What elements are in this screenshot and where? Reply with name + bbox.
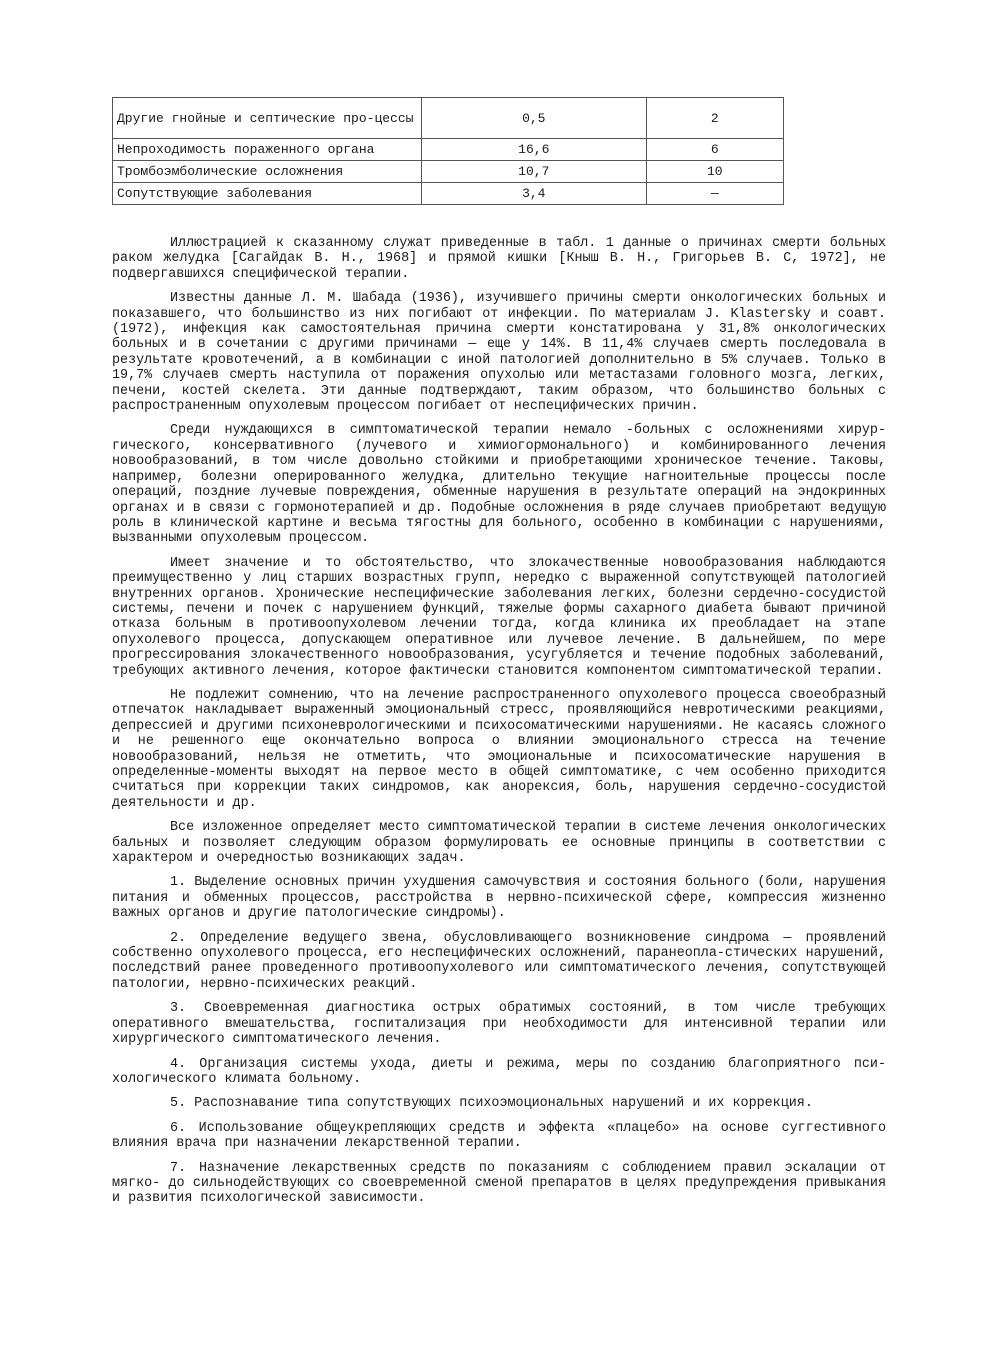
body-text	[112, 236, 886, 1216]
table-row	[113, 139, 784, 161]
paragraph-complications: Среди нуждающихся в симптоматической терапии немало ‑больных с осложнениями хирургического, консервативного (лучевого и химиогормонального) и комбинированного лечения новообразований, в том числе довольно стойкими и приобретающими хроническое течение. Таковы, например, болезни оперированного желудка, длительно текущие нагноительные процессы после операций, поздние лучевые повреждения, обменные нарушения в результате операций на эндокринных органах и в связи с гормонотерапией и др. Подобные осложнения в ряде случаев приобретают ведущую роль в клинической картине и весьма тягостны для больного, особенно в комбинации с нарушениями, вызванными опухолевым процессом.	[112, 423, 886, 547]
table-row	[113, 183, 784, 205]
principle-item-6: 6. Использование общеукрепляющих средств и эффекта «плацебо» на основе суггестивного влияния врача при назначении лекарственной терапии.	[112, 1120, 886, 1152]
principle-item-4: 4. Организация системы ухода, диеты и режима, меры по созданию благоприятного психологического климата больному.	[112, 1056, 886, 1087]
principle-item-2: 2. Определение ведущего звена, обусловливающего возникновение синдрома — проявлений собственно опухолевого процесса, его неспецифических осложнений, паранеопла-стических нарушений, последствий ранее проведенного противоопухолевого или симптоматического лечения, сопутствующей патологии, нервно-психических реакций.	[112, 930, 886, 992]
table-cell-value: 3,4	[422, 183, 647, 205]
causes-of-death-table	[112, 97, 784, 205]
table-cell-value: —	[646, 183, 783, 205]
table-row	[113, 98, 784, 139]
table-cell-value: 0,5	[422, 98, 647, 139]
table-cell-cause: Сопутствующие заболевания	[113, 183, 422, 205]
table-cell-value: 16,6	[422, 139, 647, 161]
table-cell-value: 10,7	[422, 161, 647, 183]
paragraph-shabad-data: Известны данные Л. М. Шабада (1936), изучившего причины смерти онкологических больных и показавшего, что большинство из них погибают от инфекции. По материалам J. Klastersky и соавт. (1972), инфекция как самостоятельная причина смерти констатирована у 31,8% онкологических больных и в сочетании с другими причинами — еще у 14%. В 11,4% случаев смерть последовала в результате кровотечений, а в комбинации с иной патологией дополнительно в 5% случаев. Только в 19,7% случаев смерть наступила от поражения опухолью или метастазами головного мозга, легких, печени, костей скелета. Эти данные подтверждают, таким образом, что большинство больных с распространенным опухолевым процессом погибает от неспецифических причин.	[112, 291, 886, 415]
paragraph-emotional-stress: Не подлежит сомнению, что на лечение распространенного опухолевого процесса своеобразный отпечаток накладывает выраженный эмоциональный стресс, проявляющийся невротическими реакциями, депрессией и другими психоневрологическими и психосоматическими нарушениями. Не касаясь сложного и не решенного еще окончательно вопроса о влиянии эмоционального стресса на течение новообразований, нельзя не отметить, что эмоциональные и психосоматические нарушения в определенные‑моменты выходят на первое место в общей симптоматике, с чем особенно приходится считаться при коррекции таких синдромов, как анорексия, боль, нарушения сердечно-сосудистой деятельности и др.	[112, 687, 886, 811]
principle-item-3: 3. Своевременная диагностика острых обратимых состояний, в том числе требующих оперативного вмешательства, госпитализация при необходимости для интенсивной терапии или хирургического симптоматического лечения.	[112, 1001, 886, 1048]
principle-item-5: 5. Распознавание типа сопутствующих психоэмоциональных нарушений и их коррекция.	[170, 1096, 813, 1112]
table-row	[113, 161, 784, 183]
table-cell-cause: Непроходимость пораженного органа	[113, 139, 422, 161]
table-cell-cause: Другие гнойные и септические про-цессы	[113, 98, 422, 139]
table-cell-value: 2	[646, 98, 783, 139]
principle-item-7: 7. Назначение лекарственных средств по показаниям с соблюдением правил эскалации от мягко- до сильнодействующих со своевременной сменой препаратов в целях предупреждения привыкания и развития психологической зависимости.	[112, 1160, 886, 1207]
paragraph-illustration: Иллюстрацией к сказанному служат приведенные в табл. 1 данные о причинах смерти больных раком желудка [Сагайдак В. Н., 1968] и прямой кишки [Кныш В. Н., Григорьев В. С, 1972], не подвергавшихся специфической терапии.	[112, 236, 886, 282]
paragraph-principles-intro: Все изложенное определяет место симптоматической терапии в системе лечения онкологических бальных и позволяет следующим образом формулировать ее основные принципы в соответствии с характером и очередностью возникающих задач.	[112, 820, 886, 867]
table-cell-cause: Тромбоэмболические осложнения	[113, 161, 422, 183]
table-cell-value: 10	[646, 161, 783, 183]
principle-item-1: 1. Выделение основных причин ухудшения самочувствия и состояния больного (боли, нарушения питания и обменных процессов, расстройства в нервно-психической сфере, компрессия жизненно важных органов и другие патологические синдромы).	[112, 875, 886, 922]
table-cell-value: 6	[646, 139, 783, 161]
paragraph-elderly-patients: Имеет значение и то обстоятельство, что злокачественные новообразования наблюдаются преимущественно у лиц старших возрастных групп, нередко с выраженной сопутствующей патологией внутренних органов. Хронические неспецифические заболевания легких, болезни сердечно-сосудистой системы, печени и почек с нарушением функций, тяжелые формы сахарного диабета бывают причиной отказа больным в противоопухолевом лечении тогда, когда клиника их преобладает на этапе опухолевого процесса, допускающем оперативное или лучевое лечение. В дальнейшем, по мере прогрессирования злокачественного новообразования, усугубляется и течение подобных заболеваний, требующих активного лечения, которое фактически становится компонентом симптоматической терапии.	[112, 555, 886, 679]
